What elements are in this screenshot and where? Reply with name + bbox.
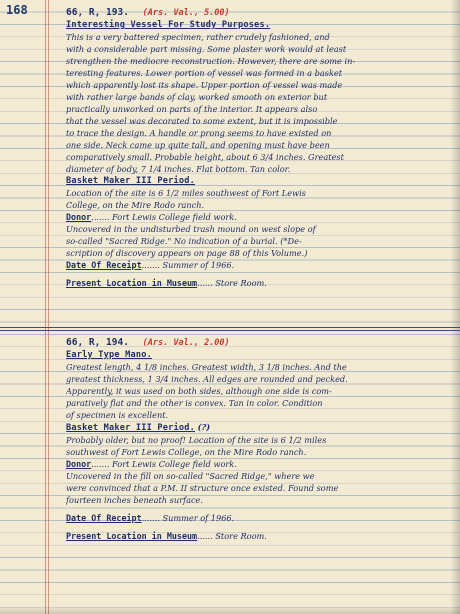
- value-note: (Ars. Val., 2.00): [142, 338, 230, 348]
- description: [66, 361, 446, 421]
- receipt-label: Date Of Receipt: [66, 513, 142, 523]
- description-line: This is a very battered specimen, rather crudely fashioned, and: [66, 32, 330, 42]
- receipt-label: Date Of Receipt: [66, 260, 142, 270]
- description-line: strengthen the mediocre reconstruction. However, there are some in-: [66, 56, 356, 66]
- location-line: Probably older, but no proof! Location of the site is 6 1/2 miles: [66, 435, 327, 445]
- page-bottom-shadow: [0, 606, 460, 614]
- margin-line-left-inner: [48, 0, 49, 614]
- description-line: with rather large bands of clay, worked smooth on exterior but: [66, 92, 328, 102]
- discovery-line: Uncovered in the undisturbed trash mound on west slope of: [66, 224, 316, 234]
- description-line: greatest thickness, 1 3/4 inches. All edges are rounded and pecked.: [66, 374, 348, 384]
- museum-location-value: ...... Store Room.: [197, 278, 267, 288]
- period-note: (?): [197, 422, 211, 432]
- receipt-value: ....... Summer of 1966.: [141, 513, 235, 523]
- discovery-line: scription of discovery appears on page 88 of this Volume.): [66, 248, 308, 258]
- page-number: 168: [6, 3, 28, 17]
- description-line: diameter of body, 7 1/4 inches. Flat bottom. Tan color.: [66, 164, 291, 174]
- donor-row: [66, 211, 446, 223]
- donor-value: ....... Fort Lewis College field work.: [91, 212, 237, 222]
- donor-label: Donor: [66, 212, 92, 222]
- description-line: with a considerable part missing. Some plaster work would at least: [66, 44, 347, 54]
- description-line: of specimen is excellent.: [66, 410, 169, 420]
- entry-heading: Interesting Vessel For Study Purposes.: [66, 20, 271, 30]
- museum-location-label: Present Location in Museum: [66, 278, 198, 288]
- description-line: one side. Neck came up quite tall, and opening must have been: [66, 140, 330, 150]
- description-line: practically unworked on parts of the interior. It appears also: [66, 104, 318, 114]
- catalog-entry-194: [66, 337, 446, 542]
- entry-heading: Early Type Mano.: [66, 350, 152, 360]
- description: [66, 31, 446, 175]
- discovery-line: Uncovered in the fill on so-called "Sacred Ridge," where we: [66, 471, 315, 481]
- museum-location-row: [66, 530, 446, 542]
- museum-location-value: ...... Store Room.: [197, 531, 267, 541]
- donor-value: ....... Fort Lewis College field work.: [91, 459, 237, 469]
- receipt-value: ....... Summer of 1966.: [141, 260, 235, 270]
- description-line: comparatively small. Probable height, about 6 3/4 inches. Greatest: [66, 152, 344, 162]
- catalog-number: 66, R, 193.: [66, 7, 129, 18]
- discovery-line: fourteen inches beneath surface.: [66, 495, 203, 505]
- margin-line-left: [45, 0, 46, 614]
- donor-row: [66, 458, 446, 470]
- description-line: which apparently lost its shape. Upper portion of vessel was made: [66, 80, 343, 90]
- receipt-row: [66, 259, 446, 271]
- description-line: teresting features. Lower portion of vessel was formed in a basket: [66, 68, 343, 78]
- location-line: College, on the Mire Rodo ranch.: [66, 200, 205, 210]
- museum-location-row: [66, 277, 446, 289]
- location-line: Location of the site is 6 1/2 miles southwest of Fort Lewis: [66, 188, 306, 198]
- catalog-entry-193: [66, 7, 446, 289]
- entry-separator: [0, 327, 460, 331]
- page-edge-shadow: [450, 0, 460, 614]
- description-line: to trace the design. A handle or prong seems to have existed on: [66, 128, 332, 138]
- value-note: (Ars. Val., 5.00): [142, 8, 230, 18]
- period-label: Basket Maker III Period.: [66, 423, 195, 433]
- location-line: southwest of Fort Lewis College, on the Mire Rodo ranch.: [66, 447, 307, 457]
- discovery-line: so-called "Sacred Ridge." No indication of a burial. (*De-: [66, 236, 302, 246]
- catalog-number: 66, R, 194.: [66, 337, 129, 348]
- description-line: Greatest length, 4 1/8 inches. Greatest width, 3 1/8 inches. And the: [66, 362, 347, 372]
- donor-label: Donor: [66, 459, 92, 469]
- discovery-line: were convinced that a P.M. II structure once existed. Found some: [66, 483, 339, 493]
- description-line: that the vessel was decorated to some extent, but it is impossible: [66, 116, 338, 126]
- receipt-row: [66, 512, 446, 524]
- period-label: Basket Maker III Period.: [66, 176, 195, 186]
- museum-location-label: Present Location in Museum: [66, 531, 198, 541]
- description-line: Apparently, it was used on both sides, although one side is com-: [66, 386, 332, 396]
- description-line: paratively flat and the other is convex. Tan in color. Condition: [66, 398, 323, 408]
